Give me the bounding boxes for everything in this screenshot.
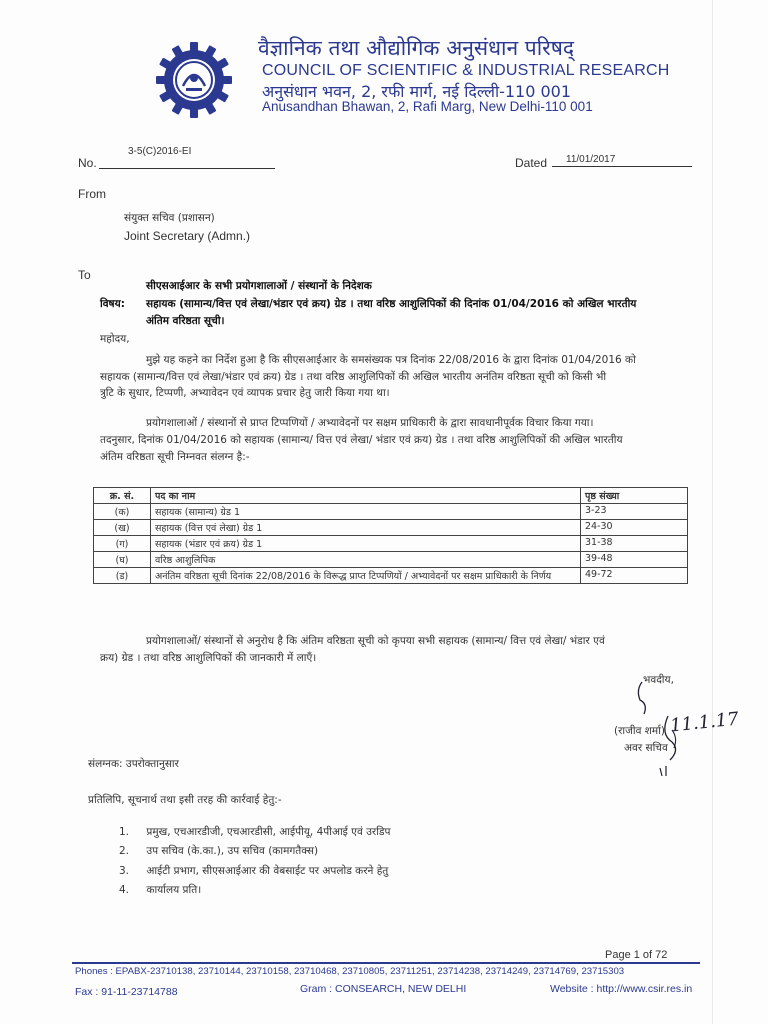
dated-value: 11/01/2017 [566,154,616,165]
salutation: महोदय, [100,333,130,345]
council-name-hindi: वैज्ञानिक तथा औद्योगिक अनुसंधान परिषद् [258,36,575,60]
table-row [94,568,688,584]
list-item [119,825,391,839]
reference-label: No. [78,156,97,170]
handwritten-date: 11.1.17 [669,708,740,737]
para3-line1: प्रयोगशालाओं/ संस्थानों से अनुरोध है कि अंतिम वरिष्ठता सूची को कृपया सभी सहायक (सामान्य/ वित्त एवं लेखा/ भंडार एवं [146,635,605,647]
row-pages: 3-23 [581,504,688,520]
seniority-list-table [93,487,688,584]
page-edge-divider [712,0,713,1024]
row-serial: (ख) [94,520,151,536]
row-post-name: अनंतिम वरिष्ठता सूची दिनांक 22/08/2016 के विरूद्ध प्राप्त टिप्पणियों / अभ्यावेदनों पर सक्षम प्राधिकारी के निर्णय [151,568,581,584]
list-number: 1. [119,826,130,838]
page-number: Page 1 of 72 [605,949,668,961]
list-text: प्रमुख, एचआरडीजी, एचआरडीसी, आईपीयू, 4पीआई एवं उरडिप [146,826,391,838]
row-pages: 39-48 [581,552,688,568]
para3-line2: क्रय) ग्रेड । तथा वरिष्ठ आशुलिपिकों की जानकारी में लाएँ। [100,652,317,664]
reference-underline [99,168,275,169]
table-header: क्र. सं. [94,488,151,504]
council-name-english: COUNCIL OF SCIENTIFIC & INDUSTRIAL RESEARCH [262,62,670,79]
csir-emblem-icon [156,42,232,118]
address-english: Anusandhan Bhawan, 2, Rafi Marg, New Delhi-110 001 [262,99,593,114]
table-header: पृष्ठ संख्या [581,488,688,504]
table-row [94,520,688,536]
row-serial: (ग) [94,536,151,552]
footer-fax: Fax : 91-11-23714788 [75,986,178,998]
row-post-name: सहायक (सामान्य) ग्रेड 1 [151,504,581,520]
table-row [94,552,688,568]
row-pages: 24-30 [581,520,688,536]
signatory-name: (राजीव शर्मा) [614,725,666,737]
dated-underline [552,166,692,167]
para2-line1: प्रयोगशालाओं / संस्थानों से प्राप्त टिप्पणियों / अभ्यावेदनों पर सक्षम प्राधिकारी के द्वारा सावधानीपूर्वक विचार किया गया। [146,417,594,429]
footer-gram: Gram : CONSEARCH, NEW DELHI [300,983,467,995]
enclosure: संलग्नक: उपरोक्तानुसार [88,758,179,770]
para2-line2: तदनुसार, दिनांक 01/04/2016 को सहायक (सामान्य/ वित्त एवं लेखा/ भंडार एवं क्रय) ग्रेड । तथा वरिष्ठ आशुलिपिकों की अखिल भारतीय [100,434,623,446]
to-label: To [78,268,91,282]
row-serial: (घ) [94,552,151,568]
para2-line3: अंतिम वरिष्ठता सूची निम्नवत संलग्न है:- [100,451,250,463]
list-item [119,864,388,878]
list-item [119,844,318,858]
address-hindi: अनुसंधान भवन, 2, रफी मार्ग, नई दिल्ली-110 001 [262,82,572,101]
list-text: उप सचिव (के.का.), उप सचिव (कामगतैक्स) [146,845,319,857]
list-number: 4. [119,884,130,896]
table-header: पद का नाम [151,488,581,504]
table-header-row [94,488,688,504]
subject-line-1: सहायक (सामान्य/वित्त एवं लेखा/भंडार एवं क्रय) ग्रेड । तथा वरिष्ठ आशुलिपिकों की दिनांक 01/04/2016 को अखिल भारतीय [146,298,637,310]
closing: भवदीय, [643,674,674,686]
para1-line2: सहायक (सामान्य/वित्त एवं लेखा/भंडार एवं क्रय) ग्रेड । तथा वरिष्ठ आशुलिपिकों की अखिल भारतीय अनंतिम वरिष्ठता सूची को किसी भी [100,371,607,383]
row-post-name: सहायक (वित्त एवं लेखा) ग्रेड 1 [151,520,581,536]
from-name-hindi: संयुक्त सचिव (प्रशासन) [124,212,215,224]
row-pages: 31-38 [581,536,688,552]
copy-to-label: प्रतिलिपि, सूचनार्थ तथा इसी तरह की कार्रवाई हेतु:- [88,794,282,806]
list-text: आईटी प्रभाग, सीएसआईआर की वेबसाईट पर अपलोड करने हेतु [146,865,389,877]
row-serial: (ड) [94,568,151,584]
table-row [94,504,688,520]
footer-website: Website : http://www.csir.res.in [550,983,693,995]
list-number: 2. [119,845,130,857]
subject-label: विषय: [100,298,125,310]
subject-line-2: अंतिम वरिष्ठता सूची। [146,315,225,327]
table-row [94,536,688,552]
dated-label: Dated [515,156,548,170]
para1-line1: मुझे यह कहने का निर्देश हुआ है कि सीएसआईआर के समसंख्यक पत्र दिनांक 22/08/2016 के द्वारा दिनांक 01/04/2016 को [146,354,636,366]
signatory-designation: अवर सचिव [624,742,668,754]
row-serial: (क) [94,504,151,520]
list-item [119,883,201,897]
footer-phones: Phones : EPABX-23710138, 23710144, 23710158, 23710468, 23710805, 23711251, 23714238, 23714249, 23714769, 23715303 [75,966,625,977]
row-pages: 49-72 [581,568,688,584]
para1-line3: त्रुटि के सुधार, टिप्पणी, अभ्यावेदन एवं व्यापक प्रचार हेतु जारी किया गया था। [100,387,390,399]
row-post-name: सहायक (भंडार एवं क्रय) ग्रेड 1 [151,536,581,552]
list-text: कार्यालय प्रति। [146,884,202,896]
from-label: From [78,187,106,201]
row-post-name: वरिष्ठ आशुलिपिक [151,552,581,568]
reference-number: 3-5(C)2016-EI [128,146,192,157]
from-name-english: Joint Secretary (Admn.) [124,229,251,243]
footer-divider [72,962,700,964]
list-number: 3. [119,865,130,877]
recipient: सीएसआईआर के सभी प्रयोगशालाओं / संस्थानों के निदेशक [146,280,372,292]
